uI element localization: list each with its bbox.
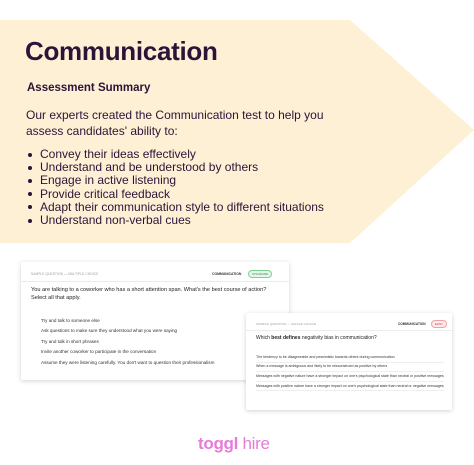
question-type-label: SAMPLE QUESTION — MULTIPLE CHOICE [31, 272, 99, 276]
question-type-label: SAMPLE QUESTION — SINGLE CHOICE [256, 322, 316, 326]
question-text: You are talking to a coworker who has a short attention span. What's the best course of action? Select all that apply. [31, 287, 267, 301]
skill-item: Convey their ideas effectively [26, 148, 324, 161]
answer-option[interactable]: Try and talk in short phrases [41, 338, 99, 344]
answer-option[interactable]: Invite another coworker to participate in the conversation [41, 349, 157, 355]
difficulty-badge: STANDARD [248, 270, 272, 278]
summary-intro: Our experts created the Communication test to help you assess candidates' ability to: [26, 108, 324, 138]
bullet-icon [28, 153, 32, 157]
bullet-icon [28, 192, 32, 196]
card-divider [21, 281, 289, 282]
question-category-tag: COMMUNICATION [212, 272, 242, 276]
answer-option[interactable]: Ask questions to make sure they understood what you were saying [41, 328, 178, 334]
skill-item: Understand non-verbal cues [26, 214, 324, 227]
card-divider [246, 330, 452, 331]
sample-question-card-single-choice [246, 313, 452, 410]
toggl-hire-logo [198, 434, 270, 454]
answer-option[interactable]: Messages with negative nature have a stronger impact on one's psychological state than neutral or positive messages [256, 372, 444, 382]
skill-item: Engage in active listening [26, 174, 324, 187]
skills-list [26, 148, 324, 227]
logo-brand: toggl [198, 434, 239, 453]
answer-options [41, 316, 214, 368]
bullet-icon [28, 179, 32, 183]
answer-option[interactable]: Try and talk to someone else [41, 318, 100, 323]
answer-option[interactable]: When a message is ambiguous and likely to be misconstrued as positive by others [256, 363, 444, 373]
answer-options [256, 353, 444, 391]
answer-option[interactable]: Messages with positive nature have a stronger impact on one's psychological state than neutral or negative messages [256, 382, 444, 392]
bullet-icon [28, 166, 32, 170]
page-title: Communication [25, 36, 218, 66]
difficulty-badge: EASY [431, 320, 447, 328]
summary-heading: Assessment Summary [27, 82, 151, 94]
bullet-icon [28, 205, 32, 209]
skill-item: Provide critical feedback [26, 188, 324, 201]
question-category-tag: COMMUNICATION [398, 322, 426, 326]
answer-option[interactable]: The tendency to be disagreeable and pessimistic towards others during communication [256, 353, 444, 363]
question-text: Which best defines negativity bias in communication? [256, 335, 377, 341]
answer-option[interactable]: Assume they were listening carefully. You don't want to question their professionalism [41, 359, 215, 365]
skill-item: Adapt their communication style to different situations [26, 201, 324, 214]
bullet-icon [28, 219, 32, 223]
logo-product: hire [242, 434, 270, 453]
skill-item: Understand and be understood by others [26, 161, 324, 174]
